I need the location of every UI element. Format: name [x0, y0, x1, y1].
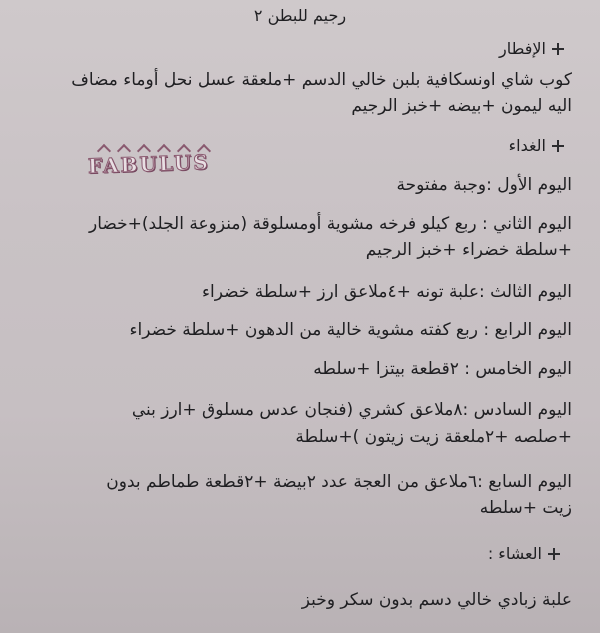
breakfast-line-2: اليه ليمون +بيضه +خبز الرجيم	[351, 96, 572, 116]
lunch-day-6-line-1: اليوم السادس :٨ملاعق كشري (فنجان عدس مسلوق +ارز بني	[131, 400, 572, 420]
lunch-day-2-line-2: +سلطة خضراء +خبز الرجيم	[365, 240, 572, 260]
lunch-day-1: اليوم الأول :وجبة مفتوحة	[396, 175, 572, 195]
four-point-diamond-icon	[552, 140, 564, 152]
watermark-logo: FABULUS	[87, 149, 211, 179]
lunch-day-7-line-2: زيت +سلطه	[479, 498, 572, 518]
lunch-day-3: اليوم الثالث :علبة تونه +٤ملاعق ارز +سلطة خضراء	[202, 282, 572, 302]
four-point-diamond-icon	[548, 548, 560, 560]
lunch-day-2-line-1: اليوم الثاني : ربع كيلو فرخه مشوية أومسلوقة (منزوعة الجلد)+خضار	[89, 214, 572, 234]
breakfast-heading-label: الإفطار	[499, 39, 546, 58]
lunch-day-6-line-2: +صلصه +٢ملعقة زيت زيتون )+سلطة	[295, 427, 572, 447]
page-title: رجيم للبطن ٢	[253, 6, 347, 25]
four-point-diamond-icon	[552, 43, 564, 55]
breakfast-heading	[18, 37, 564, 61]
lunch-day-7-line-1: اليوم السابع :٦ملاعق من العجة عدد ٢بيضة +٢قطعة طماطم بدون	[106, 472, 572, 492]
lunch-heading-label: الغداء	[508, 136, 546, 155]
breakfast-line-1: كوب شاي اونسكافية بلبن خالي الدسم +ملعقة عسل نحل أوماء مضاف	[71, 70, 572, 90]
dinner-heading	[18, 542, 560, 566]
dinner-line-1: علبة زبادي خالي دسم بدون سكر وخبز	[301, 590, 572, 610]
dinner-heading-label: العشاء :	[487, 544, 542, 563]
lunch-day-5: اليوم الخامس : ٢قطعة بيتزا +سلطه	[313, 359, 572, 379]
lunch-day-4: اليوم الرابع : ربع كفته مشوية خالية من الدهون +سلطة خضراء	[129, 320, 572, 340]
